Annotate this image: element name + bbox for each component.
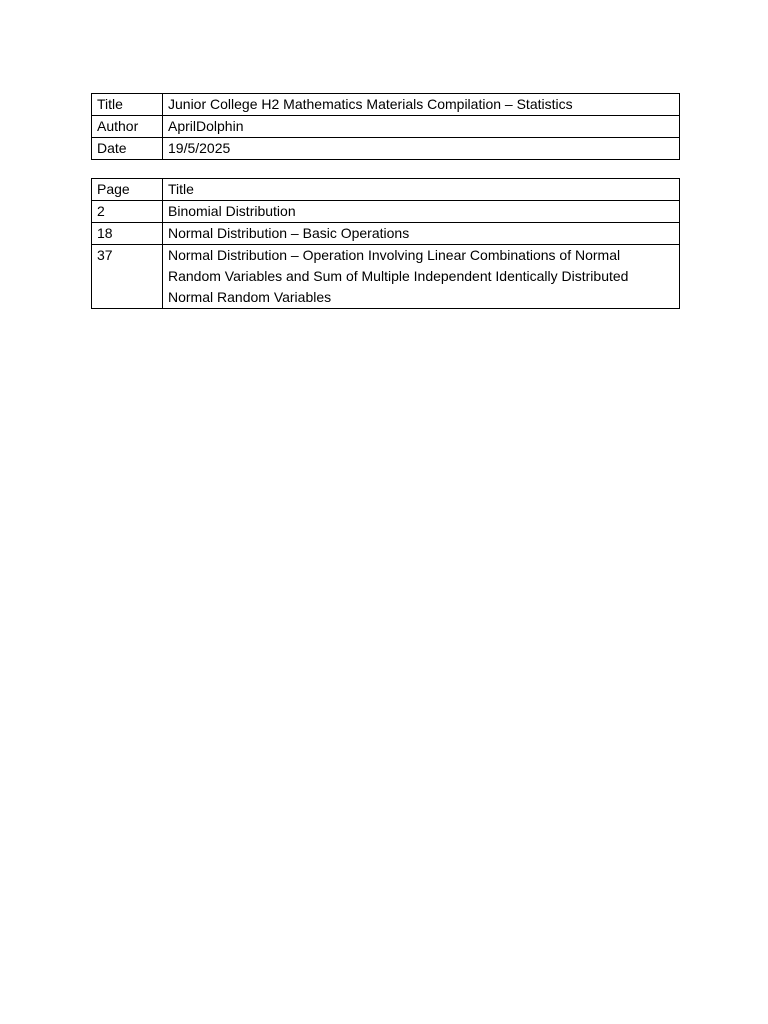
toc-section-title: Normal Distribution – Basic Operations [163,223,680,245]
toc-section-title: Normal Distribution – Operation Involving Linear Combinations of Normal Random Variables and Sum of Multiple Independent Identically Distributed Normal Random Variables [163,245,680,309]
contents-table [91,178,680,309]
meta-value-title: Junior College H2 Mathematics Materials Compilation – Statistics [163,94,680,116]
header-title: Title [163,179,680,201]
metadata-table [91,93,680,160]
table-row [92,116,680,138]
meta-label-author: Author [92,116,163,138]
table-header-row [92,179,680,201]
meta-label-date: Date [92,138,163,160]
table-row [92,223,680,245]
meta-value-date: 19/5/2025 [163,138,680,160]
table-row [92,138,680,160]
toc-page-number: 2 [92,201,163,223]
toc-page-number: 18 [92,223,163,245]
toc-page-number: 37 [92,245,163,309]
header-page: Page [92,179,163,201]
toc-section-title: Binomial Distribution [163,201,680,223]
table-row [92,201,680,223]
meta-label-title: Title [92,94,163,116]
table-row [92,94,680,116]
table-row [92,245,680,309]
meta-value-author: AprilDolphin [163,116,680,138]
